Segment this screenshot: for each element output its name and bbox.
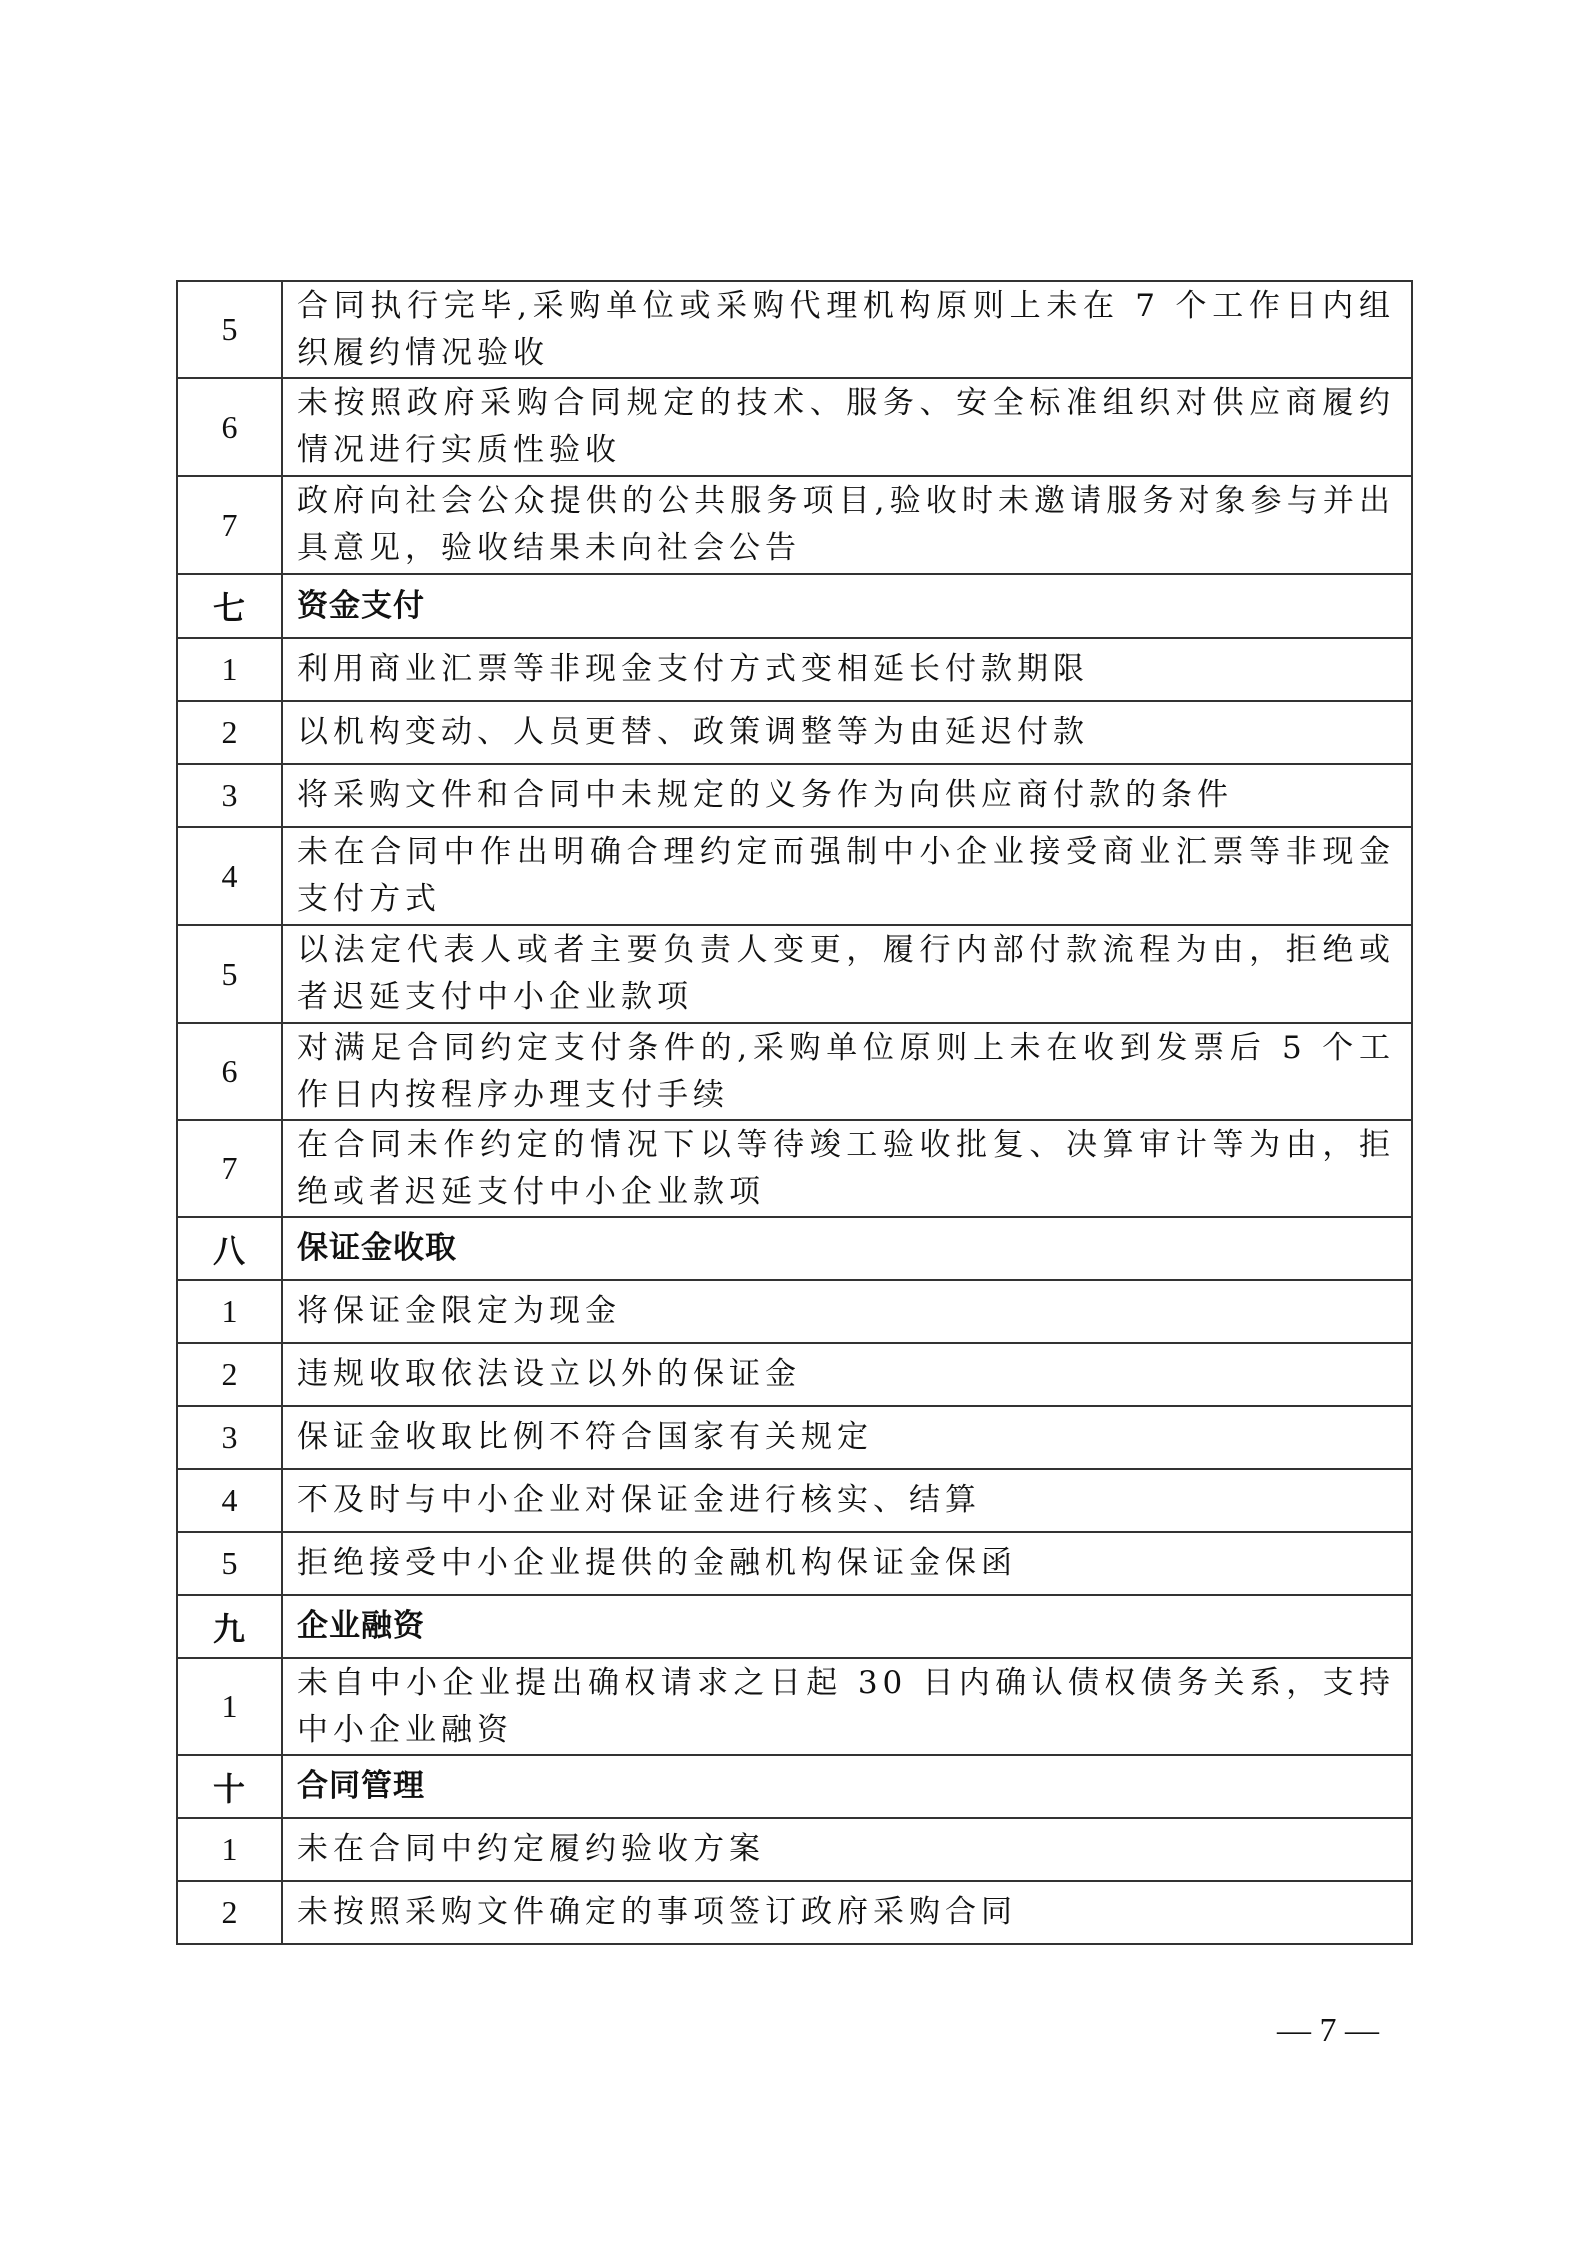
table-row (177, 476, 1412, 574)
row-number: 2 (177, 1881, 282, 1944)
row-text: 利用商业汇票等非现金支付方式变相延长付款期限 (282, 638, 1412, 701)
section-number: 十 (177, 1755, 282, 1818)
row-number: 1 (177, 1818, 282, 1881)
table-row (177, 1280, 1412, 1343)
row-number: 5 (177, 1532, 282, 1595)
row-text: 将保证金限定为现金 (282, 1280, 1412, 1343)
table-row (177, 1120, 1412, 1217)
section-title: 保证金收取 (282, 1217, 1412, 1280)
row-text: 未在合同中作出明确合理约定而强制中小企业接受商业汇票等非现金支付方式 (282, 827, 1412, 925)
page-number: — 7 — (1277, 2012, 1379, 2049)
table-row (177, 1818, 1412, 1881)
section-title: 资金支付 (282, 574, 1412, 638)
table-row (177, 378, 1412, 476)
table-row (177, 1406, 1412, 1469)
table-row (177, 925, 1412, 1023)
row-number: 2 (177, 1343, 282, 1406)
table-row (177, 281, 1412, 378)
row-number: 7 (177, 1120, 282, 1217)
row-text: 合同执行完毕,采购单位或采购代理机构原则上未在 7 个工作日内组织履约情况验收 (282, 281, 1412, 378)
row-text: 将采购文件和合同中未规定的义务作为向供应商付款的条件 (282, 764, 1412, 827)
section-number: 七 (177, 574, 282, 638)
row-number: 5 (177, 925, 282, 1023)
row-number: 4 (177, 827, 282, 925)
table-row (177, 1343, 1412, 1406)
section-title: 合同管理 (282, 1755, 1412, 1818)
section-title: 企业融资 (282, 1595, 1412, 1658)
row-number: 5 (177, 281, 282, 378)
row-number: 3 (177, 1406, 282, 1469)
row-text: 未自中小企业提出确权请求之日起 30 日内确认债权债务关系，支持中小企业融资 (282, 1658, 1412, 1755)
row-number: 1 (177, 638, 282, 701)
row-number: 4 (177, 1469, 282, 1532)
row-text: 违规收取依法设立以外的保证金 (282, 1343, 1412, 1406)
row-text: 在合同未作约定的情况下以等待竣工验收批复、决算审计等为由，拒绝或者迟延支付中小企业款项 (282, 1120, 1412, 1217)
row-text: 保证金收取比例不符合国家有关规定 (282, 1406, 1412, 1469)
row-number: 1 (177, 1658, 282, 1755)
row-number: 2 (177, 701, 282, 764)
row-text: 未在合同中约定履约验收方案 (282, 1818, 1412, 1881)
row-number: 6 (177, 1023, 282, 1120)
row-text: 对满足合同约定支付条件的,采购单位原则上未在收到发票后 5 个工作日内按程序办理支付手续 (282, 1023, 1412, 1120)
section-header-row (177, 1217, 1412, 1280)
section-header-row (177, 574, 1412, 638)
section-number: 八 (177, 1217, 282, 1280)
row-text: 不及时与中小企业对保证金进行核实、结算 (282, 1469, 1412, 1532)
table-row (177, 1469, 1412, 1532)
table-row (177, 1658, 1412, 1755)
requirements-table (176, 280, 1413, 1945)
row-number: 7 (177, 476, 282, 574)
table-row (177, 638, 1412, 701)
row-text: 未按照采购文件确定的事项签订政府采购合同 (282, 1881, 1412, 1944)
row-number: 3 (177, 764, 282, 827)
table-row (177, 1532, 1412, 1595)
row-text: 以机构变动、人员更替、政策调整等为由延迟付款 (282, 701, 1412, 764)
table-row (177, 701, 1412, 764)
section-header-row (177, 1755, 1412, 1818)
table-row (177, 764, 1412, 827)
row-text: 未按照政府采购合同规定的技术、服务、安全标准组织对供应商履约情况进行实质性验收 (282, 378, 1412, 476)
section-number: 九 (177, 1595, 282, 1658)
table-row (177, 1023, 1412, 1120)
table-row (177, 827, 1412, 925)
row-number: 6 (177, 378, 282, 476)
row-text: 以法定代表人或者主要负责人变更，履行内部付款流程为由，拒绝或者迟延支付中小企业款项 (282, 925, 1412, 1023)
row-text: 政府向社会公众提供的公共服务项目,验收时未邀请服务对象参与并出具意见，验收结果未向社会公告 (282, 476, 1412, 574)
row-number: 1 (177, 1280, 282, 1343)
table-row (177, 1881, 1412, 1944)
row-text: 拒绝接受中小企业提供的金融机构保证金保函 (282, 1532, 1412, 1595)
section-header-row (177, 1595, 1412, 1658)
